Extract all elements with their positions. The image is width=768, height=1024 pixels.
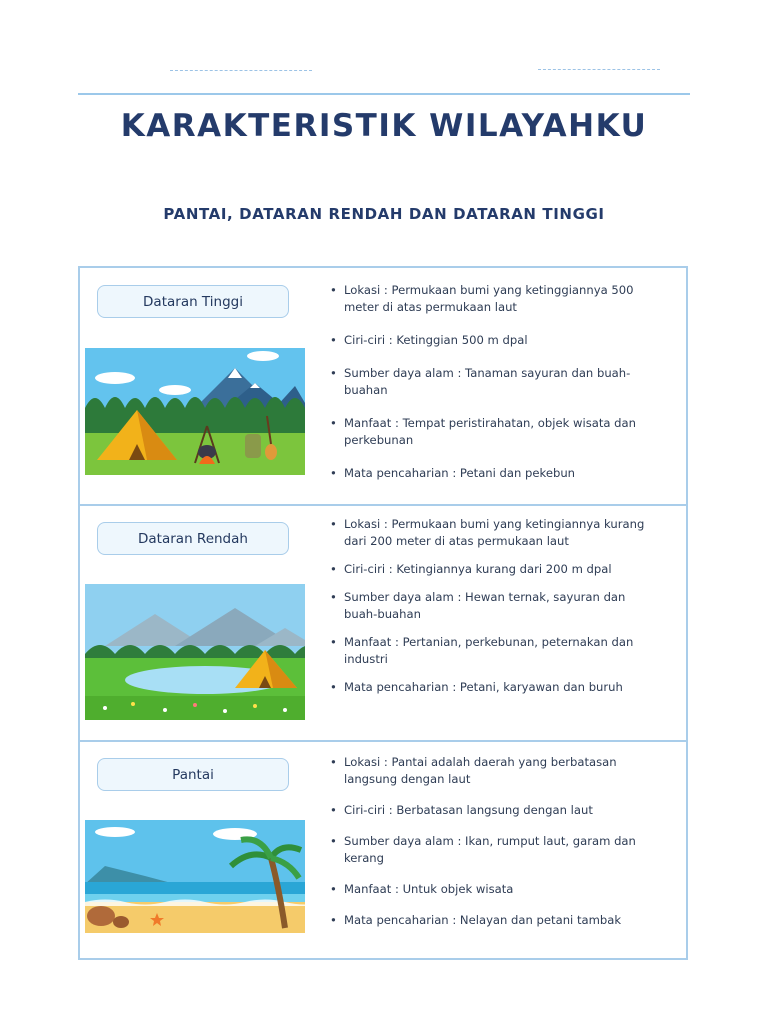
facts-list <box>328 754 648 929</box>
class-line <box>538 69 660 70</box>
section-dataran-tinggi <box>80 268 686 504</box>
section-label: Dataran Rendah <box>97 522 289 555</box>
fact-lokasi: • Lokasi : Permukaan bumi yang ketinggiannya 500 meter di atas permukaan laut <box>328 282 648 316</box>
section-label: Dataran Tinggi <box>97 285 289 318</box>
camp-mountain-illustration <box>85 348 305 475</box>
fact-mata-pencaharian: • Mata pencaharian : Petani, karyawan dan buruh <box>328 679 648 696</box>
camp-mountain-icon <box>85 348 305 475</box>
section-pantai <box>80 740 686 962</box>
page-title: KARAKTERISTIK WILAYAHKU <box>120 108 648 144</box>
header-rule <box>78 93 690 95</box>
fact-mata-pencaharian: • Mata pencaharian : Petani dan pekebun <box>328 465 648 482</box>
fact-ciri: • Ciri-ciri : Berbatasan langsung dengan laut <box>328 802 648 819</box>
facts-list <box>328 282 648 482</box>
name-line <box>170 70 312 71</box>
section-label: Pantai <box>97 758 289 791</box>
lowland-lake-illustration <box>85 584 305 720</box>
facts-list <box>328 516 648 696</box>
lowland-lake-icon <box>85 584 305 720</box>
beach-palm-icon <box>85 820 305 933</box>
beach-palm-illustration <box>85 820 305 933</box>
fact-manfaat: • Manfaat : Tempat peristirahatan, objek wisata dan perkebunan <box>328 415 648 449</box>
section-dataran-rendah <box>80 504 686 740</box>
fact-sda: • Sumber daya alam : Ikan, rumput laut, garam dan kerang <box>328 833 648 867</box>
fact-lokasi: • Lokasi : Permukaan bumi yang ketingiannya kurang dari 200 meter di atas permukaan laut <box>328 516 648 550</box>
fact-ciri: • Ciri-ciri : Ketingiannya kurang dari 200 m dpal <box>328 561 648 578</box>
fact-lokasi: • Lokasi : Pantai adalah daerah yang berbatasan langsung dengan laut <box>328 754 648 788</box>
fact-sda: • Sumber daya alam : Hewan ternak, sayuran dan buah-buahan <box>328 589 648 623</box>
fact-manfaat: • Manfaat : Untuk objek wisata <box>328 881 648 898</box>
page-subtitle: PANTAI, DATARAN RENDAH DAN DATARAN TINGGI <box>163 205 605 223</box>
fact-sda: • Sumber daya alam : Tanaman sayuran dan buah-buahan <box>328 365 648 399</box>
fact-mata-pencaharian: • Mata pencaharian : Nelayan dan petani tambak <box>328 912 648 929</box>
characteristics-table <box>78 266 688 960</box>
fact-ciri: • Ciri-ciri : Ketinggian 500 m dpal <box>328 332 648 349</box>
fact-manfaat: • Manfaat : Pertanian, perkebunan, peternakan dan industri <box>328 634 648 668</box>
